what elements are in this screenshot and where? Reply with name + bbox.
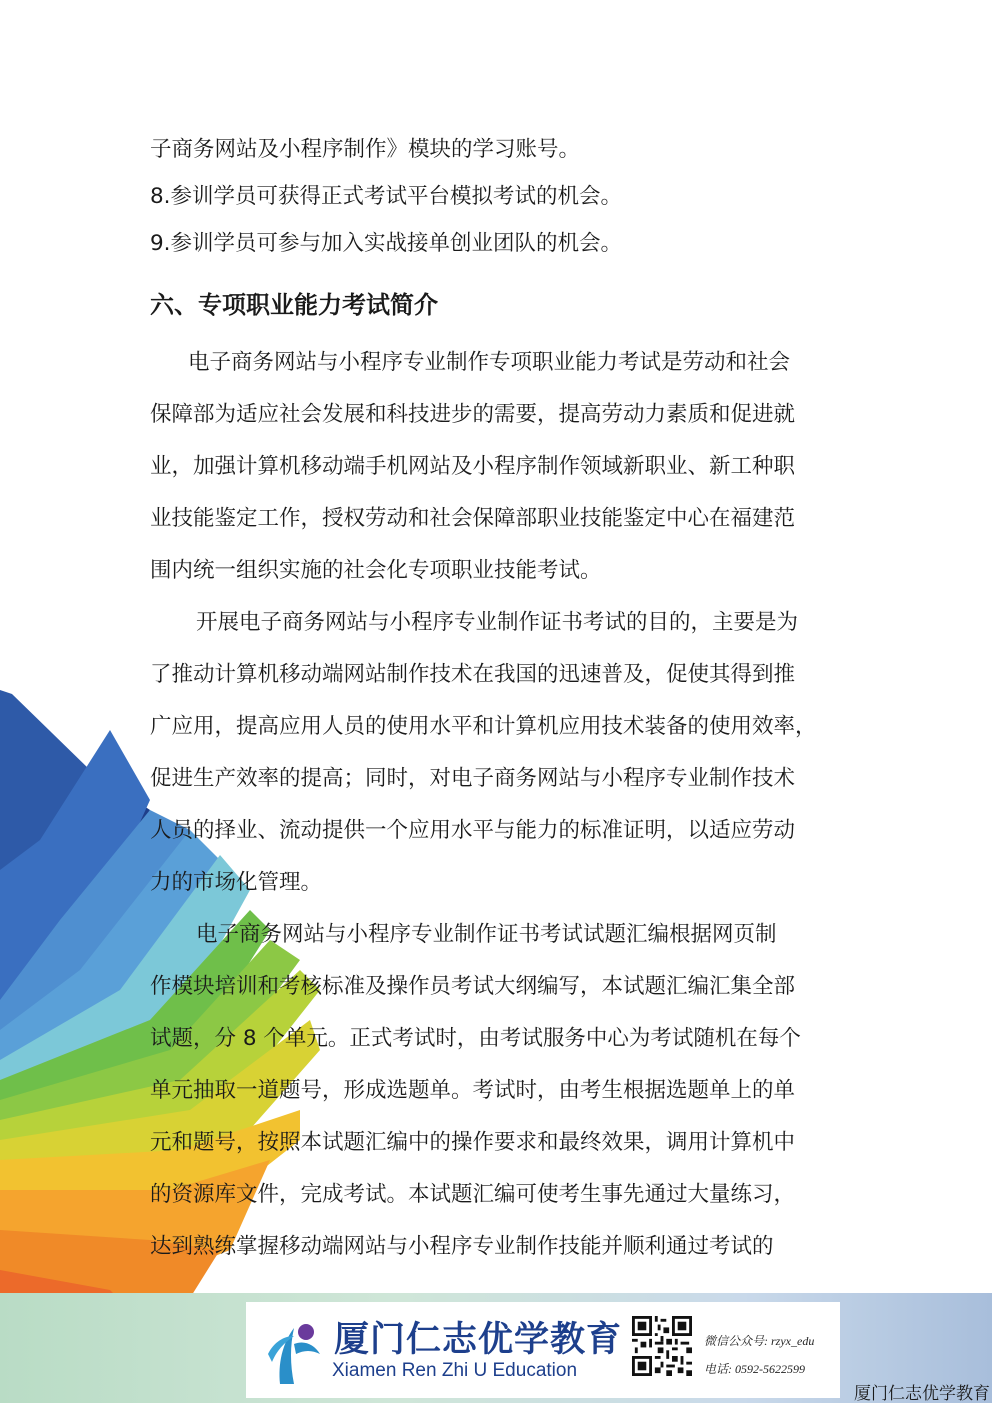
text-line: 8.参训学员可获得正式考试平台模拟考试的机会。 bbox=[150, 184, 623, 209]
wechat-account: 微信公众号: rzyx_edu bbox=[704, 1334, 815, 1348]
text-line: 保障部为适应社会发展和科技进步的需要，提高劳动力素质和促进就 bbox=[150, 402, 796, 427]
text-line: 达到熟练掌握移动端网站与小程序专业制作技能并顺利通过考试的 bbox=[150, 1234, 774, 1259]
watermark-text: 厦门仁志优学教育 bbox=[854, 1384, 990, 1404]
text-line: 广应用，提高应用人员的使用水平和计算机应用技术装备的使用效率， bbox=[150, 714, 817, 739]
paragraph-2 bbox=[150, 597, 862, 909]
text-line: 力的市场化管理。 bbox=[150, 870, 323, 895]
text-line: 开展电子商务网站与小程序专业制作证书考试的目的，主要是为 bbox=[196, 610, 799, 635]
section-heading: 六、专项职业能力考试简介 bbox=[150, 291, 438, 319]
qr-code-icon bbox=[632, 1316, 692, 1376]
paragraph-1 bbox=[150, 337, 862, 597]
text-line: 元和题号，按照本试题汇编中的操作要求和最终效果，调用计算机中 bbox=[150, 1130, 796, 1155]
runner-logo-icon bbox=[260, 1314, 324, 1386]
text-line: 促进生产效率的提高；同时，对电子商务网站与小程序专业制作技术 bbox=[150, 766, 796, 791]
text-line: 试题，分 8 个单元。正式考试时，由考试服务中心为考试随机在每个 bbox=[150, 1026, 801, 1051]
document-body bbox=[150, 126, 862, 1273]
text-line: 了推动计算机移动端网站制作技术在我国的迅速普及，促使其得到推 bbox=[150, 662, 796, 687]
text-line: 业技能鉴定工作，授权劳动和社会保障部职业技能鉴定中心在福建范 bbox=[150, 506, 796, 531]
footer-logo-banner bbox=[246, 1302, 840, 1398]
text-line: 电子商务网站与小程序专业制作证书考试试题汇编根据网页制 bbox=[196, 922, 777, 947]
paragraph-3 bbox=[150, 909, 862, 1273]
logo-chinese-name: 厦门仁志优学教育 bbox=[334, 1320, 623, 1360]
text-line: 9.参训学员可参与加入实战接单创业团队的机会。 bbox=[150, 231, 623, 256]
text-line: 的资源库文件，完成考试。本试题汇编可使考生事先通过大量练习， bbox=[150, 1182, 796, 1207]
text-line: 子商务网站及小程序制作》模块的学习账号。 bbox=[150, 137, 581, 162]
text-line: 作模块培训和考核标准及操作员考试大纲编写，本试题汇编汇集全部 bbox=[150, 974, 796, 999]
phone-number: 电话: 0592-5622599 bbox=[704, 1362, 805, 1376]
logo-english-name: Xiamen Ren Zhi U Education bbox=[332, 1360, 578, 1381]
text-line: 电子商务网站与小程序专业制作专项职业能力考试是劳动和社会 bbox=[188, 350, 791, 375]
text-line: 围内统一组织实施的社会化专项职业技能考试。 bbox=[150, 558, 602, 583]
text-line: 业，加强计算机移动端手机网站及小程序制作领域新职业、新工种职 bbox=[150, 454, 796, 479]
text-line: 人员的择业、流动提供一个应用水平与能力的标准证明，以适应劳动 bbox=[150, 818, 796, 843]
text-line: 单元抽取一道题号，形成选题单。考试时，由考生根据选题单上的单 bbox=[150, 1078, 796, 1103]
